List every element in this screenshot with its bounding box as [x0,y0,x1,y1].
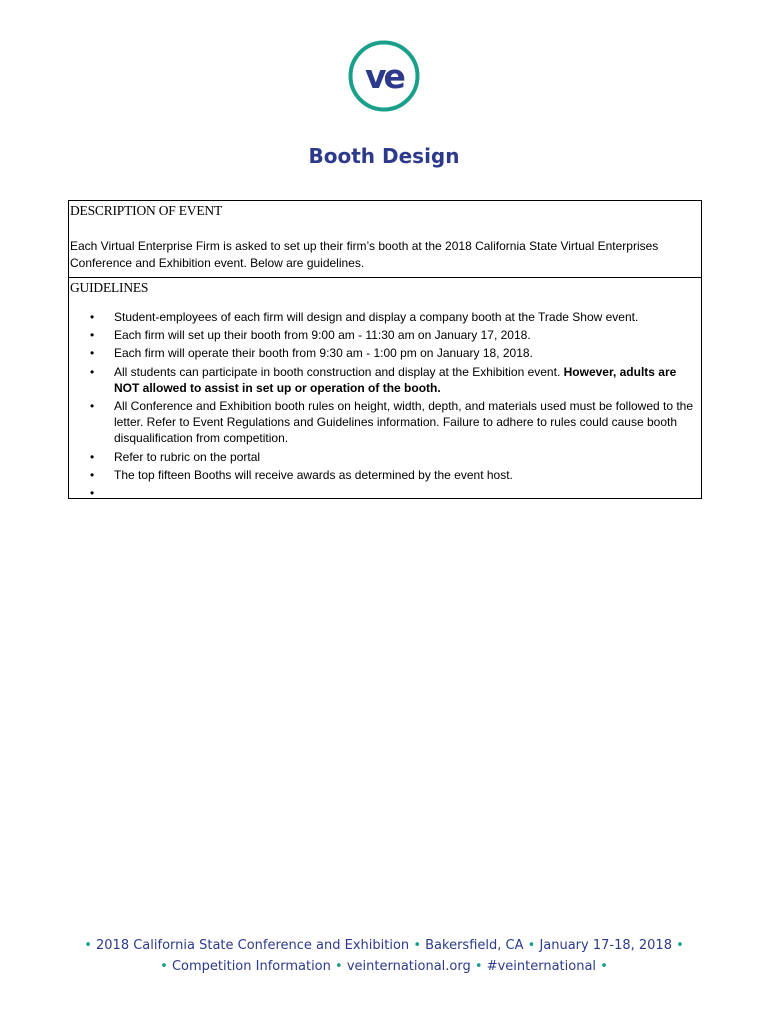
footer-bullet-icon: • [676,938,684,953]
guideline-text: Student-employees of each firm will design and display a company booth at the Trade Show event. [114,310,639,324]
bullet-icon: • [90,364,95,379]
page-title: Booth Design [308,144,460,168]
footer-text: January 17-18, 2018 [539,938,672,953]
description-section [69,201,701,278]
event-table [68,200,702,499]
ve-logo-icon [347,39,421,113]
guidelines-list [69,309,699,501]
bullet-icon: • [90,449,95,464]
footer-bullet-icon: • [413,938,421,953]
description-text: Each Virtual Enterprise Firm is asked to set up their firm’s booth at the 2018 California State Virtual Enterprises Conference and Exhibition event. Below are guidelines. [70,239,659,270]
guidelines-heading: GUIDELINES [70,280,149,295]
guideline-item [69,327,699,343]
guideline-item [69,449,699,465]
footer-text: 2018 California State Conference and Exhibition [96,938,410,953]
bullet-icon: • [90,328,95,343]
bullet-icon: • [90,467,95,482]
footer-text: Bakersfield, CA [425,938,524,953]
footer-bullet-icon: • [160,959,168,974]
guideline-item [69,467,699,483]
guideline-text: Refer to rubric on the portal [114,449,261,464]
guideline-text: Each firm will set up their booth from 9:00 am - 11:30 am on January 17, 2018. [114,328,531,343]
footer-bullet-icon: • [474,959,483,974]
bullet-icon: • [90,310,95,324]
footer-text: veinternational.org [346,959,471,974]
guideline-bold-text: However, adults are NOT allowed to assist in set up or operation of the booth. [114,364,677,395]
guideline-text: All students can participate in booth construction and display at the Exhibition event. [114,364,564,379]
footer-line-2 [0,959,768,974]
bullet-icon: • [90,399,95,414]
footer-line-1 [0,938,768,953]
guideline-item [69,345,699,361]
footer-text: #veinternational [486,959,597,974]
guideline-item [69,364,699,396]
footer-text: Competition Information [171,959,331,974]
guideline-item [69,309,699,325]
guideline-text: All Conference and Exhibition booth rules on height, width, depth, and materials used must be followed to the letter. Refer to Event Regulations and Guidelines information. Failure to adhere to rules could cause booth disqualification from competition. [114,399,694,446]
guidelines-section [69,278,701,501]
guideline-text: The top fifteen Booths will receive awards as determined by the event host. [114,467,513,482]
footer-bullet-icon: • [600,959,608,974]
ve-logo [347,39,421,113]
footer-bullet-icon: • [84,938,92,953]
footer-bullet-icon: • [527,938,536,953]
logo-text: ve [365,57,403,96]
footer-bullet-icon: • [335,959,343,974]
guideline-item [69,398,699,447]
guideline-text: Each firm will operate their booth from 9:30 am - 1:00 pm on January 18, 2018. [114,346,533,361]
description-heading: DESCRIPTION OF EVENT [70,203,223,218]
bullet-icon: • [90,486,95,501]
bullet-icon: • [90,346,95,361]
